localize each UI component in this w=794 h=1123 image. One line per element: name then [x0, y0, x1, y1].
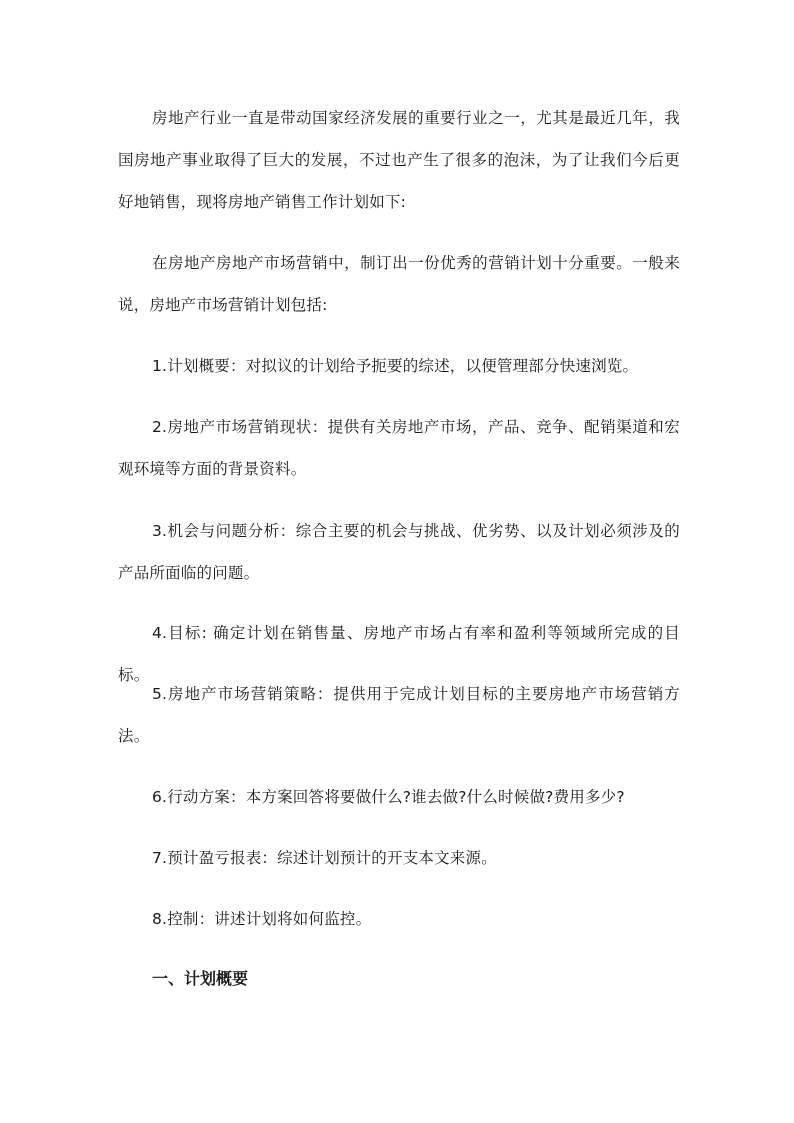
section-heading: 一、计划概要	[152, 969, 249, 988]
list-item-action-plan: 6.行动方案：本方案回答将要做什么?谁去做?什么时候做?费用多少?	[152, 788, 625, 806]
list-item-opportunity-analysis: 3.机会与问题分析：综合主要的机会与挑战、优劣势、以及计划必须涉及的产品所面临的问题。	[118, 522, 680, 582]
intro-paragraph: 房地产行业一直是带动国家经济发展的重要行业之一，尤其是最近几年，我国房地产事业取得了巨大的发展，不过也产生了很多的泡沫，为了让我们今后更好地销售，现将房地产销售工作计划如下:	[118, 109, 680, 211]
list-item-objectives: 4.目标: 确定计划在销售量、房地产市场占有率和盈利等领域所完成的目标。	[118, 624, 680, 684]
list-item-marketing-strategy: 5.房地产市场营销策略：提供用于完成计划目标的主要房地产市场营销方法。	[118, 685, 680, 745]
list-item-control: 8.控制：讲述计划将如何监控。	[152, 910, 372, 928]
list-item-plan-summary: 1.计划概要：对拟议的计划给予扼要的综述，以便管理部分快速浏览。	[152, 357, 639, 375]
list-item-market-status: 2.房地产市场营销现状：提供有关房地产市场，产品、竞争、配销渠道和宏观环境等方面的背景资料。	[118, 418, 680, 478]
list-item-profit-loss: 7.预计盈亏报表：综述计划预计的开支本文来源。	[152, 849, 497, 867]
marketing-plan-paragraph: 在房地产房地产市场营销中，制订出一份优秀的营销计划十分重要。一般来说，房地产市场营销计划包括:	[118, 254, 680, 314]
